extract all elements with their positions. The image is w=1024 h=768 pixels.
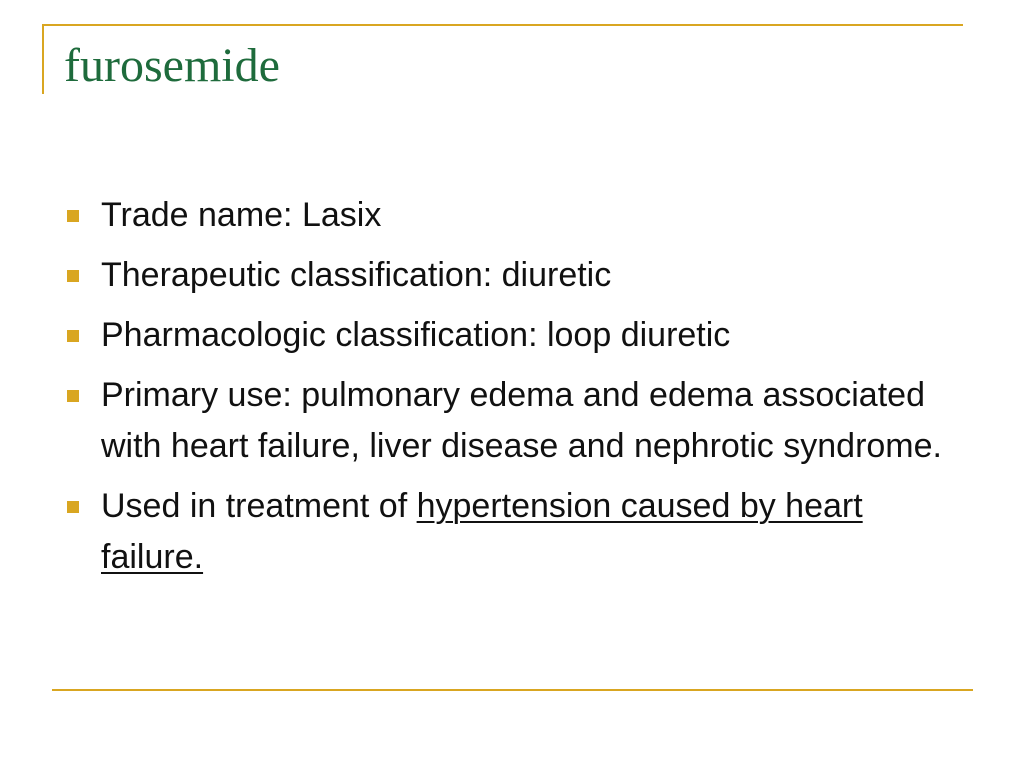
- bullet-list: [64, 190, 964, 592]
- slide-title: furosemide: [64, 39, 280, 92]
- square-bullet-icon: [67, 390, 79, 402]
- bullet-item-primary-use: [64, 370, 964, 472]
- bullet-item-pharmacologic-classification: [64, 310, 964, 361]
- title-frame-left-line: [42, 24, 44, 94]
- bullet-text: Therapeutic classification: diuretic: [101, 256, 612, 294]
- square-bullet-icon: [67, 501, 79, 513]
- bullet-text: Used in treatment of: [101, 487, 417, 525]
- square-bullet-icon: [67, 270, 79, 282]
- square-bullet-icon: [67, 330, 79, 342]
- bullet-text: Primary use: pulmonary edema and edema associated with heart failure, liver disease and nephrotic syndrome.: [101, 376, 942, 465]
- bullet-item-trade-name: [64, 190, 964, 241]
- bullet-item-treatment-use: [64, 481, 964, 583]
- footer-divider-line: [52, 689, 973, 691]
- bullet-text: Pharmacologic classification: loop diuretic: [101, 316, 731, 354]
- square-bullet-icon: [67, 210, 79, 222]
- bullet-text: Trade name: Lasix: [101, 196, 382, 234]
- bullet-item-therapeutic-classification: [64, 250, 964, 301]
- underlined-phrase: hypertension caused by heart failure.: [101, 487, 863, 576]
- title-frame-top-line: [42, 24, 963, 26]
